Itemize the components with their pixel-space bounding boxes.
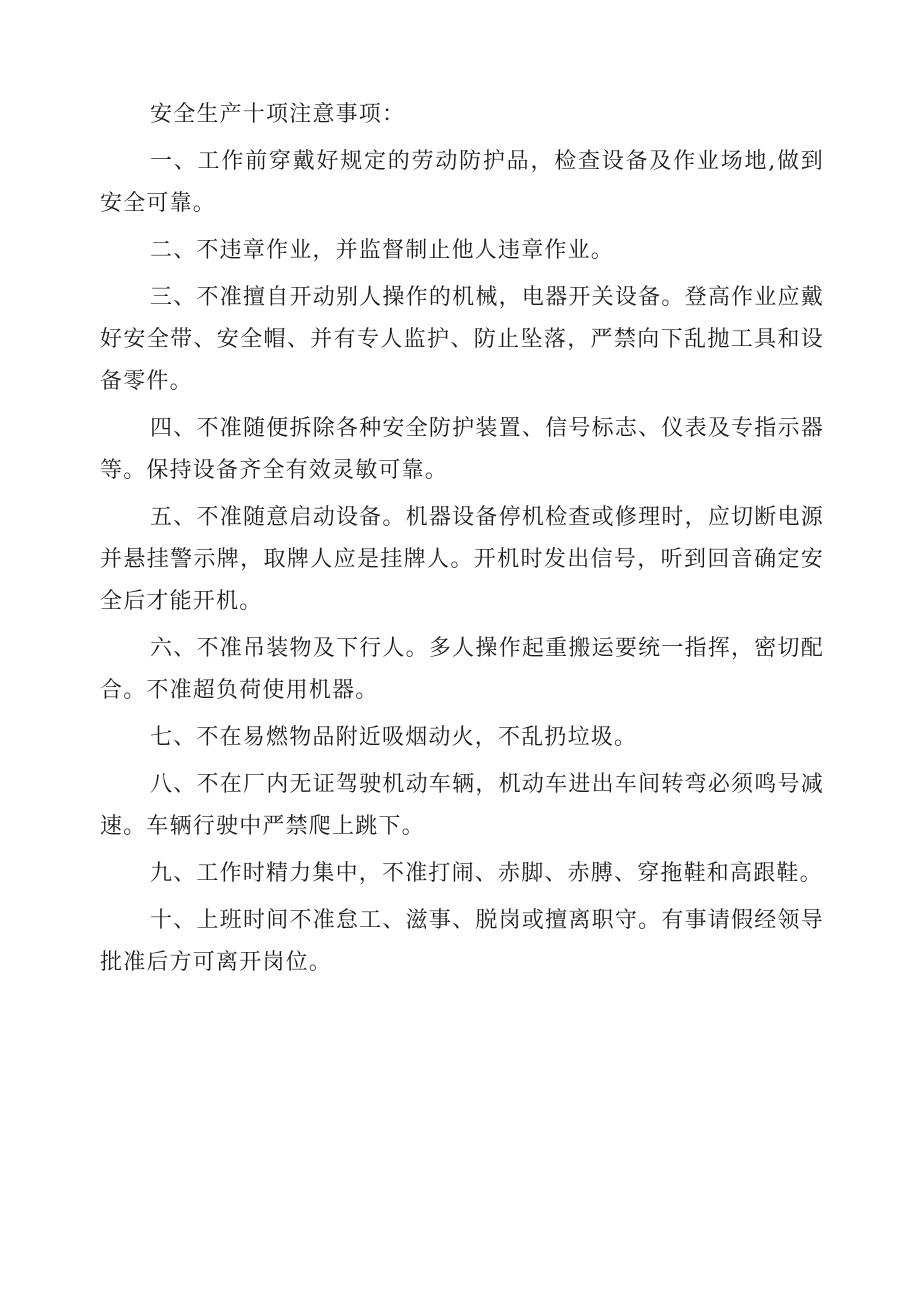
rule-item-3: 三、不准擅自开动别人操作的机械，电器开关设备。登高作业应戴好安全带、安全帽、并有专人监护、防止坠落，严禁向下乱抛工具和设备零件。	[100, 285, 824, 394]
rule-item-7: 七、不在易燃物品附近吸烟动火，不乱扔垃圾。	[150, 725, 638, 750]
rule-item-10: 十、上班时间不准怠工、滋事、脱岗或擅离职守。有事请假经领导批准后方可离开岗位。	[100, 908, 824, 975]
rule-item-6: 六、不准吊装物及下行人。多人操作起重搬运要统一指挥，密切配合。不准超负荷使用机器。	[100, 636, 824, 703]
document-body	[100, 94, 824, 989]
rule-item-9: 九、工作时精力集中，不准打闹、赤脚、赤膊、穿拖鞋和高跟鞋。	[150, 861, 823, 886]
rule-item-1: 一、工作前穿戴好规定的劳动防护品，检查设备及作业场地,做到安全可靠。	[100, 149, 824, 216]
document-title: 安全生产十项注意事项：	[150, 102, 406, 127]
rule-item-5: 五、不准随意启动设备。机器设备停机检查或修理时，应切断电源并悬挂警示牌，取牌人应是挂牌人。开机时发出信号，听到回音确定安全后才能开机。	[100, 505, 824, 614]
rule-item-4: 四、不准随便拆除各种安全防护装置、信号标志、仪表及专指示器等。保持设备齐全有效灵敏可靠。	[100, 416, 824, 483]
rule-item-8: 八、不在厂内无证驾驶机动车辆，机动车进出车间转弯必须鸣号减速。车辆行驶中严禁爬上跳下。	[100, 772, 824, 839]
rule-item-2: 二、不违章作业，并监督制止他人违章作业。	[150, 238, 615, 263]
